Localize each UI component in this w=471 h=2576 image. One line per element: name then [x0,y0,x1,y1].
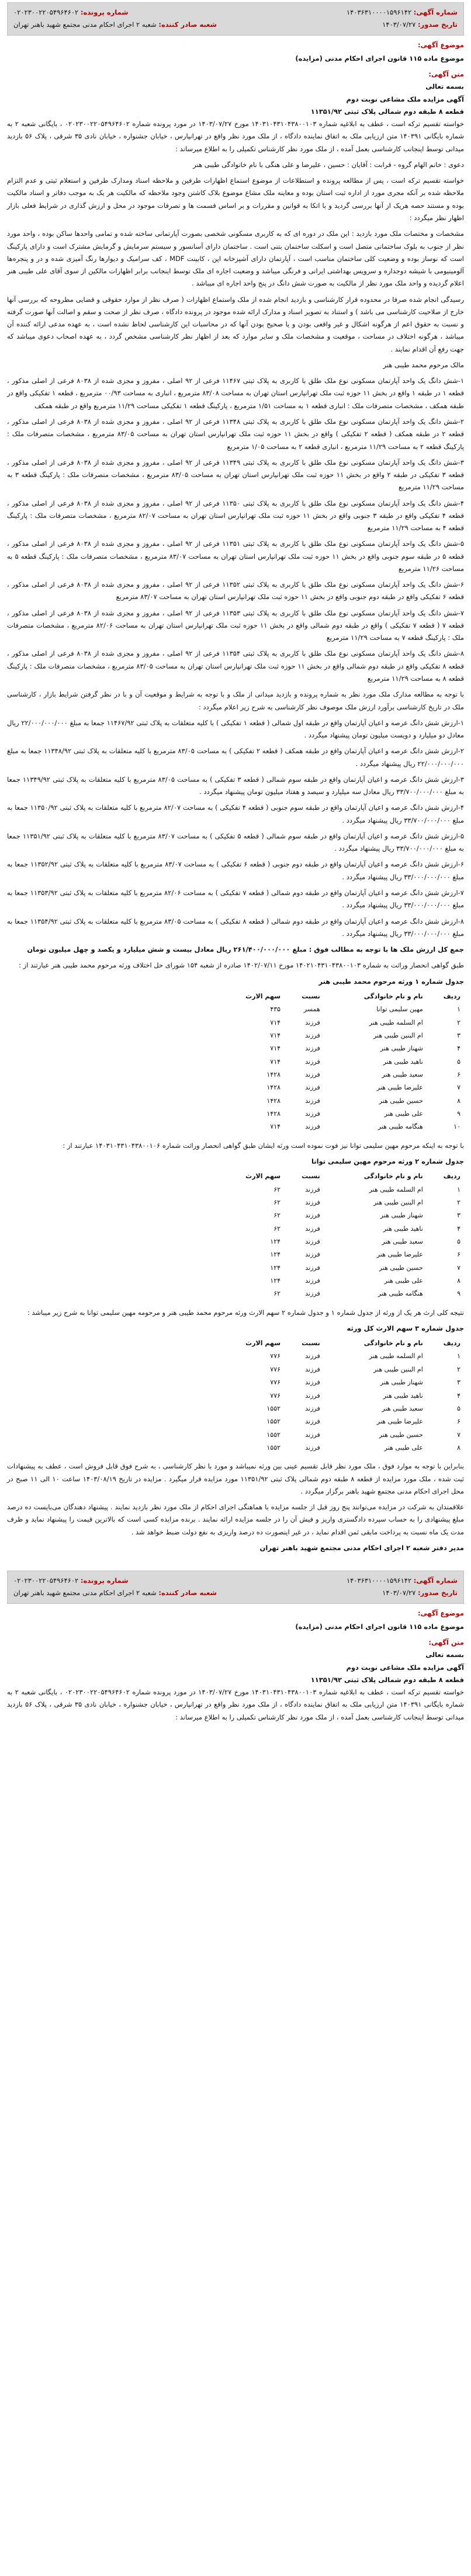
body-paragraph: مشخصات و مختصات ملک مورد بازدید : این ملک در دوره ای که به کاربری مسکونی شخصی بصورت آپارتمانی ساخته شده و تمامی واحدها ساکن بوده ، واحد مورد نظر از جنوب به بلوک ساختمانی متصل است و اسکلت ساختمان بتنی است . ساختمان دارای آسانسور و سیستم سرمایش و گرمایش مشترک است و دارای پارکینگ است که نوساز بوده و وضعیت کلی ساختمان مناسب است ، آپارتمان دارای آشپزخانه اپن ، کابینت MDF ، کف سرامیک و دیوارها رنگ آمیزی شده و در و پنجره‌ها آلومینیومی با شیشه دوجداره و سرویس بهداشتی ایرانی و فرنگی میباشد و وضعیت اجاره ای ملک توسط اینجانب برابر اظهارات مالکین از سوی آقای علی طیبی هنر اعلام گردیده و واحد ملک مورد نظر از مالکیت به صورت شش دانگ در پنج واحد اجاره ای میباشد . [7,229,464,288]
table-row [219,1196,464,1209]
table-cell: ۱۰ [453,1123,460,1131]
closing-paragraph: علاقمندان به شرکت در مزایده می‌توانند پنج روز قبل از جلسه مزایده با هماهنگی اجرای احکام از ملک مورد نظر بازدید نمایند . پیشنهاد دهندگان می‌بایست ده درصد مبلغ پیشنهادی را به حساب سپرده دادگستری واریز و فیش آن را در جلسه مزایده ارائه نمایند . برنده مزایده کسی است که بالاترین قیمت را پیشنهاد نماید و ظرف مدت یک ماه نسبت به پرداخت مابقی ثمن اقدام نماید ، در غیر اینصورت ده درصد واریزی به نفع دولت ضبط خواهد شد . [7,1503,464,1536]
notice-header [7,2,464,36]
table-row [219,1275,464,1287]
table-cell: ۶ [457,1251,460,1259]
table-row [219,1209,464,1222]
subject-label: موضوع آگهی: [418,40,464,49]
issue-date: تاریخ صدور: ۱۴۰۳/۰۷/۲۷ [382,20,458,29]
table-header-cell: سهم الارث [245,992,281,1000]
table-cell: ۷۱۴ [270,1018,281,1026]
table-cell: ۷۷۶ [270,1365,281,1373]
valuation-item: ۴-ارزش شش دانگ عرصه و اعیان آپارتمان واقع در طبقه سوم جنوبی ( قطعه ۴ تفکیکی ) به مساحت ۸۲/۰۷ مترمربع با کلیه متعلقات به پلاک ثبتی ۱۱۳۵۰/۹۲ جمعا به مبلغ ۳۳/۷۰۰/۰۰۰/۰۰۰ ریال پیشنهاد میگردد . [7,803,465,824]
table-cell: ۱۲۴ [270,1263,281,1272]
table-cell: ۸ [457,1096,460,1105]
table-cell: ۴ [457,1045,460,1053]
valuation-list [7,717,464,940]
table-header-cell: نام و نام خانوادگی [363,1339,423,1348]
table-row [219,1376,464,1389]
table-cell: ۹ [457,1290,460,1298]
table-cell: ام السلمه طیبی هنر [369,1185,423,1193]
total-line: جمع کل ارزش ملک ها با توجه به مطالب فوق : مبلغ ۲۶۱/۴۰۰/۰۰۰/۰۰۰ ریال معادل بیست و شش میلیارد و یکصد و چهل میلیون تومان [27,945,464,954]
table-cell: علی طیبی هنر [384,1276,423,1284]
table-cell: ام السلمه طیبی هنر [369,1018,423,1026]
table-cell: سعید طیبی هنر [382,1070,423,1078]
table-row [219,1248,464,1261]
table-header-row [219,990,464,1003]
table-cell: حسین طیبی هنر [379,1263,423,1272]
table-cell: ۱ [457,1185,460,1193]
unit-item: ۷-شش دانگ یک واحد آپارتمان مسکونی نوع ملک طلق با کاربری به پلاک ثبتی ۱۱۳۵۳ فرعی از ۹۲ اصلی ، مفروز و مجزی شده از ۸۰۳۸ فرعی از اصلی مذکور ، قطعه ۷ ( قطعه ۷ تفکیکی ) واقع در طبقه دوم شمالی واقع در بخش ۱۱ حوزه ثبت ملک تهرانپارس استان تهران به مساحت ۸۲/۰۶ مترمربع ، مشخصات متصرفات ملک : پارکینگ قطعه ۷ به مساحت ۱۱/۲۹ مترمربع [7,608,465,642]
table-row [219,1081,464,1094]
issuer-repeat: شعبه صادر کننده: شعبه ۲ اجرای احکام مدنی مجتمع شهید باهنر تهران [13,1589,217,1597]
body-paragraph-repeat: خواسته تقسیم ترکه است ، عطف به ابلاغیه شماره ۱۴۰۳۱۰۴۳۱۰۴۳۸۰۰۱۰۳ مورخ ۱۴۰۳/۰۷/۲۷ در مورد پرونده شماره ۰۲۰۲۳۰۰۲۲۰۵۴۹۶۴۶۰۲ ، بایگانی شعبه ۲ به شماره بایگانی ۱۴۰۳۹۱ متن ارزیابی ملک به اتفاق نماینده دادگاه ، از ملک مورد نظر واقع در تهرانپارس ، خیابان جشنواره ، خیابان نادی ۳۵ شرقی ، پلاک ۵۶ بازدید میدانی توسط اینجانب کارشناسی بعمل آمده ، از ملک مورد نظر کارشناس تکمیلی را به اطلاع میرساند : [7,1688,464,1721]
table-cell: شهناز طیبی هنر [380,1045,423,1053]
table-cell: فرزند [305,1084,320,1092]
table-cell: علی طیبی هنر [384,1109,423,1118]
table-cell: ۲ [457,1018,460,1026]
table-cell: ۱۲۴ [270,1276,281,1284]
table-cell: مهین سلیمی توانا [376,1005,423,1014]
table-cell: فرزند [305,1018,320,1026]
heirs-table-3 [219,1337,464,1454]
table-cell: فرزند [305,1378,320,1387]
plaque-line: قطعه ۸ طبقه دوم شمالی پلاک ثبتی ۱۱۳۵۱/۹۲ [310,107,464,116]
ad-number-repeat: شماره آگهی: ۱۴۰۳۶۳۱۰۰۰۰۱۵۹۶۱۴۲ [346,1576,458,1585]
body-paragraph: دعوی : خانم الهام گروه - قرابت : آقایان : حسین ، علیرضا و علی هنگی با نام خانوادگی طیبی هنر [193,160,464,169]
table-row [219,1415,464,1428]
table-cell: سعید طیبی هنر [382,1404,423,1412]
table-cell: فرزند [305,1430,320,1439]
table-cell: ۶۲ [273,1185,281,1193]
table-cell: علیرضا طیبی هنر [376,1418,423,1426]
notice-title-repeat: آگهی مزایده ملک مشاعی نوبت دوم [346,1663,464,1672]
unit-item: ۵-شش دانگ یک واحد آپارتمان مسکونی نوع ملک طلق با کاربری به پلاک ثبتی ۱۱۳۵۱ فرعی از ۹۲ اصلی ، مفروز و مجزی شده از ۸۰۳۸ فرعی از اصلی مذکور ، قطعه ۵ در طبقه سوم جنوبی واقع در بخش ۱۱ حوزه ثبت ملک تهرانپارس استان تهران به مساحت ۸۳/۰۷ مترمربع ، مشخصات متصرفات ملک : پارکینگ قطعه ۵ به مساحت ۱۱/۲۶ مترمربع [7,539,465,573]
table-row [219,1363,464,1376]
table-cell: فرزند [305,1365,320,1373]
table-row [219,1402,464,1415]
table-cell: ۱۵۵۲ [266,1443,281,1451]
table2-title: جدول شماره ۲ ورثه مرحوم مهین سلیمی توانا [311,1157,464,1165]
table-cell: فرزند [305,1057,320,1066]
table-cell: ۷ [457,1263,460,1272]
table-cell: ۷۷۶ [270,1378,281,1387]
issuer: شعبه صادر کننده: شعبه ۲ اجرای احکام مدنی مجتمع شهید باهنر تهران [13,20,217,29]
table-row [219,1042,464,1055]
unit-item: ۶-شش دانگ یک واحد آپارتمان مسکونی نوع ملک طلق با کاربری به پلاک ثبتی ۱۱۳۵۲ فرعی از ۹۲ اصلی ، مفروز و مجزی شده از ۸۰۳۸ فرعی از اصلی مذکور ، قطعه ۶ تفکیکی واقع در طبقه دوم جنوبی واقع در بخش ۱۱ حوزه ثبت ملک تهرانپارس استان تهران به مساحت ۸۳/۰۷ مترمربع [7,580,465,601]
table-cell: ۷ [457,1084,460,1092]
valuation-item: ۸-ارزش شش دانگ عرصه و اعیان آپارتمان واقع در طبقه دوم شمالی ( قطعه ۸ تفکیکی ) به مساحت ۸۳/۰۵ مترمربع با کلیه متعلقات به پلاک ثبتی ۱۱۳۵۴/۹۲ جمعا به مبلغ ۳۳/۰۰۰/۰۰۰/۰۰۰ ریال پیشنهاد میگردد . [7,917,464,938]
table-cell: فرزند [305,1352,320,1360]
table-cell: ۷۷۶ [270,1391,281,1400]
table-cell: علی طیبی هنر [384,1443,423,1451]
table-cell: ۱ [457,1005,460,1014]
table-cell: ۵ [457,1057,460,1066]
table-cell: هنگامه طیبی هنر [378,1290,423,1298]
table-cell: حسین طیبی هنر [379,1430,423,1439]
table-header-cell: سهم الارث [245,1339,281,1348]
table-cell: فرزند [305,1418,320,1426]
table-cell: ۷۱۴ [270,1031,281,1039]
valuation-item: ۵-ارزش شش دانگ عرصه و اعیان آپارتمان واقع در طبقه سوم شمالی ( قطعه ۵ تفکیکی ) به مساحت ۸۳/۰۷ مترمربع با کلیه متعلقات به پلاک ثبتی ۱۱۳۵۱/۹۲ جمعا به مبلغ ۳۳/۷۰۰/۰۰۰/۰۰۰ ریال پیشنهاد میگردد . [7,831,465,853]
table-row [219,1350,464,1363]
valuation-item: ۷-ارزش شش دانگ عرصه و اعیان آپارتمان واقع در طبقه دوم شمالی ( قطعه ۷ تفکیکی ) به مساحت ۸۲/۰۶ مترمربع با کلیه متعلقات به پلاک ثبتی ۱۱۳۵۳/۹۲ جمعا به مبلغ ۳۳/۰۰۰/۰۰۰/۰۰۰ ریال پیشنهاد میگردد . [7,889,464,910]
table-cell: فرزند [305,1251,320,1259]
table-cell: ۷۱۴ [270,1057,281,1066]
unit-item: ۸-شش دانگ یک واحد آپارتمان مسکونی نوع ملک طلق با کاربری به پلاک ثبتی ۱۱۳۵۴ فرعی از ۹۲ اصلی ، مفروز و مجزی شده از ۸۰۳۸ فرعی از اصلی مذکور ، قطعه ۸ تفکیکی واقع در طبقه دوم شمالی واقع در بخش ۱۱ حوزه ثبت ملک تهرانپارس استان تهران به مساحت ۸۳/۰۵ مترمربع ، مشخصات متصرفات ملک : پارکینگ قطعه ۸ به مساحت ۱۱/۲۹ مترمربع [7,649,465,683]
table-row [219,1029,464,1042]
bismillah: بسمه تعالی [425,82,464,91]
table-cell: فرزند [305,1031,320,1039]
unit-list [7,375,464,685]
body-paragraphs [7,118,464,371]
closing-paragraph: بنابراین با توجه به موارد فوق ، ملک مورد نظر قابل تقسیم عینی بین ورثه نمیباشد و مورد با نظر کارشناسی ، به شرح فوق قابل فروش است ، عطف به پیشنهادات ثبت شده ، ملک مورد مزایده از قطعه ۸ طبقه دوم شمالی پلاک ثبتی ۱۱۳۵۱/۹۲ مورد مزایده قرار میگیرد . مزایده در تاریخ ۱۴۰۳/۰۸/۱۹ ساعت ۱۰ الی ۱۱ صبح در محل اجرای احکام مدنی مجتمع شهید باهنر برگزار میگردد . [7,1462,464,1495]
table-cell: فرزند [305,1263,320,1272]
plaque-line-repeat: قطعه ۸ طبقه دوم شمالی پلاک ثبتی ۱۱۳۵۱/۹۲ [310,1675,464,1684]
table-cell: ۱۴۲۸ [266,1084,281,1092]
table-cell: ۶ [457,1070,460,1078]
table-cell: ۵ [457,1404,460,1412]
table-cell: فرزند [305,1224,320,1233]
table-cell: ۱۲۴ [270,1251,281,1259]
table-cell: فرزند [305,1276,320,1284]
table-cell: ام البنین طیبی هنر [373,1365,423,1373]
heirs-table-2 [219,1170,464,1300]
table-row [219,1056,464,1068]
table-cell: فرزند [305,1123,320,1131]
table-cell: فرزند [305,1045,320,1053]
table-row [219,1108,464,1120]
subject: موضوع ماده ۱۱۵ قانون اجرای احکام مدنی (مزایده) [295,54,464,62]
table-header-cell: ردیف [443,1339,460,1348]
table-cell: ۶۲ [273,1212,281,1220]
table-cell: ۷ [457,1430,460,1439]
table-cell: علیرضا طیبی هنر [376,1251,423,1259]
table-cell: هنگامه طیبی هنر [378,1123,423,1131]
table-row [219,1003,464,1016]
heirs-intro: طبق گواهی انحصار وراثت به شماره ۱۴۰۲۱۰۴۳۱۰۴۳۸۰۰۱۰۳ مورخ ۱۴۰۲/۰۷/۱۱ صادره از شعبه ۱۵۴ شورای حل اختلاف ورثه مرحوم محمد طیبی هنر عبارتند از : [19,961,464,970]
table-cell: ۸ [457,1276,460,1284]
issue-date-repeat: تاریخ صدور: ۱۴۰۳/۰۷/۲۷ [382,1589,458,1597]
table-cell: ۱۵۵۲ [266,1418,281,1426]
signature: مدیر دفتر شعبه ۲ اجرای احکام مدنی مجتمع شهید باهنر تهران [259,1543,464,1552]
subject-label-repeat: موضوع آگهی: [418,1609,464,1617]
table-cell: ۶۲ [273,1290,281,1298]
table-header-row [219,1337,464,1350]
text-label-repeat: متن آگهی: [428,1638,464,1647]
ad-number: شماره آگهی: ۱۴۰۳۶۳۱۰۰۰۰۱۵۹۶۱۴۲ [346,8,458,16]
table-cell: ۱۵۵۲ [266,1404,281,1412]
table-row [219,1235,464,1248]
table-header-row [219,1170,464,1183]
subject-repeat: موضوع ماده ۱۱۵ قانون اجرای احکام مدنی (مزایده) [295,1622,464,1631]
table-cell: ۷۱۴ [270,1045,281,1053]
table-cell: ناهید طیبی هنر [383,1057,423,1066]
table-cell: فرزند [305,1391,320,1400]
table-cell: فرزند [305,1404,320,1412]
table-cell: ۱ [457,1352,460,1360]
table-row [219,1183,464,1196]
body-paragraph: مالک مرحوم محمد طیبی هنر [383,360,464,369]
table-cell: ۷۱۴ [270,1123,281,1131]
table-cell: ناهید طیبی هنر [383,1224,423,1233]
table-cell: ام البنین طیبی هنر [373,1198,423,1206]
table-cell: فرزند [305,1096,320,1105]
table-row [219,1429,464,1442]
table-header-cell: نام و نام خانوادگی [363,1172,423,1181]
table-row [219,1262,464,1275]
doc-number: شماره پرونده: ۰۲۰۲۳۰۰۲۲۰۵۴۹۶۴۶۰۲ [13,8,129,16]
table-row [219,1120,464,1133]
valuation-item: ۳-ارزش شش دانگ عرصه و اعیان آپارتمان واقع در طبقه سوم شمالی ( قطعه ۳ تفکیکی ) به مساحت ۸۳/۰۵ مترمربع با کلیه متعلقات به پلاک ثبتی ۱۱۳۴۹/۹۲ جمعا به مبلغ ۳۳/۷۰۰/۰۰۰/۰۰۰ ریال معادل سه میلیارد و سیصد و هفتاد میلیون تومان پیشنهاد میگردد . [7,775,465,796]
table-cell: ۹ [457,1109,460,1118]
closing-paragraphs [7,1460,464,1538]
table-cell: فرزند [305,1443,320,1451]
table-cell: سعید طیبی هنر [382,1237,423,1245]
table-cell: ام السلمه طیبی هنر [369,1352,423,1360]
table-cell: ۲ [457,1365,460,1373]
unit-item: ۳-شش دانگ یک واحد آپارتمان مسکونی نوع ملک طلق با کاربری به پلاک ثبتی ۱۱۳۴۹ فرعی از ۹۲ اصلی ، مفروز و مجزی شده از ۸۰۳۸ فرعی از اصلی مذکور ، قطعه ۳ تفکیکی در طبقه ۲ واقع در بخش ۱۱ حوزه ثبت ملک تهرانپارس استان تهران به مساحت ۸۳/۰۵ مترمربع ، مشخصات متصرفات ملک : پارکینگ قطعه ۳ به مساحت ۱۱/۲۹ مترمربع [7,458,465,492]
heirs-intro-2: با توجه به اینکه مرحوم مهین سلیمی توانا نیز فوت نموده است ورثه ایشان طبق گواهی انحصار وراثت شماره ۱۴۰۳۱۰۴۳۱۰۴۳۸۰۰۱۰۶ عبارتند از : [63,1141,464,1150]
table-cell: فرزند [305,1109,320,1118]
valuation-item: ۱-ارزش شش دانگ عرصه و اعیان آپارتمان واقع در طبقه اول شمالی ( قطعه ۱ تفکیکی ) با کلیه متعلقات به پلاک ثبتی ۱۱۴۶۷/۹۲ جمعا به مبلغ ۲۲/۰۰۰/۰۰۰/۰۰۰ ریال معادل دو میلیارد و دویست میلیون تومان پیشنهاد میگردد . [7,718,464,740]
table-cell: ۳ [457,1378,460,1387]
table-cell: ۳ [457,1212,460,1220]
table-cell: ۷۷۶ [270,1352,281,1360]
table-header-cell: نام و نام خانوادگی [363,992,423,1000]
table-cell: ۱۲۴ [270,1237,281,1245]
unit-item: ۲-شش دانگ یک واحد آپارتمان مسکونی نوع ملک طلق با کاربری به پلاک ثبتی ۱۱۳۴۸ فرعی از ۹۲ اصلی ، مفروز و مجزی شده از ۸۰۳۸ فرعی از اصلی مذکور ، قطعه ۲ در طبقه همکف ( قطعه ۲ تفکیکی ) واقع در بخش ۱۱ حوزه ثبت ملک تهرانپارس استان تهران به مساحت ۸۳/۰۵ مترمربع ، مشخصات متصرفات ملک : پارکینگ قطعه ۲ به مساحت ۱۱/۲۹ مترمربع ، انباری قطعه ۲ به مساحت ۱/۰۵ مترمربع [7,417,465,451]
table-cell: ۴ [457,1224,460,1233]
table-cell: ام البنین طیبی هنر [373,1031,423,1039]
bismillah-repeat: بسمه تعالی [425,1651,464,1659]
body-paragraph: خواسته تقسیم ترکه است ، پس از مطالعه پرونده و استطلاعات از موضوع استماع اظهارات طرفین و ملاحظه اسناد ومدارک طرفین و استعلام ثبتی و عدم التزام ملاحظه شده بر آنکه مجری مورد از اداره ثبت استان بوده و معاینه ملک مشاع موضوع بلاک کاشتن وجود ملاحظه که مالکیت هر یک به موجب دفاتر و اسناد مالکیت بوده و مستند حصه هریک از آنها بررسی گردید و با اتکا به قوانین و مقررات و بر اساس قسمت ها و تصرفات موجود در محل و ارزش گذاری در شرایط فعلی بازار اظهار نظر میگردد : [7,176,464,222]
table-cell: ۴ [457,1391,460,1400]
table-cell: ۲ [457,1198,460,1206]
table3-title: جدول شماره ۳ سهم الارث کل ورثه [347,1324,464,1332]
table-header-cell: نسبت [302,1339,320,1348]
doc-number-repeat: شماره پرونده: ۰۲۰۲۳۰۰۲۲۰۵۴۹۶۴۶۰۲ [13,1576,129,1585]
table-cell: فرزند [305,1198,320,1206]
table-cell: ۱۵۵۲ [266,1430,281,1439]
table-cell: ۴۳۵ [270,1005,281,1014]
table-cell: شهناز طیبی هنر [380,1212,423,1220]
unit-item: ۱-شش دانگ یک واحد آپارتمان مسکونی نوع ملک طلق با کاربری به پلاک ثبتی ۱۱۴۶۷ فرعی از ۹۲ اصلی ، مفروز و مجزی شده از ۸۰۳۸ فرعی از اصلی مذکور ، قطعه ۱ در طبقه ۱ واقع در بخش ۱۱ حوزه ثبت ملک تهرانپارس استان تهران به مساحت ۸۳/۰۸ مترمربع ، انباری به مساحت ۰۰/۹۳ مترمربع ، قطعه ۱ تفکیکی واقع در طبقه همکف ، مشخصات متصرفات ملک : انباری قطعه ۱ به مساحت ۱/۵۱ مترمربع ، پارکینگ قطعه ۱ تفکیکی مساحت ۱۱/۲۹ مترمربع واقع در طبقه همکف [7,377,465,410]
table-header-cell: سهم الارث [245,1172,281,1181]
table-cell: فرزند [305,1070,320,1078]
table-row [219,1390,464,1402]
table-row [219,1223,464,1235]
table-row [219,1017,464,1029]
table-cell: علیرضا طیبی هنر [376,1084,423,1092]
table-cell: ۶۲ [273,1198,281,1206]
table-header-cell: نسبت [302,1172,320,1181]
valuation-item: ۲-ارزش شش دانگ عرصه و اعیان آپارتمان واقع در طبقه همکف ( قطعه ۲ تفکیکی ) به مساحت ۸۳/۰۵ مترمربع با کلیه متعلقات به پلاک ثبتی ۱۱۳۴۸/۹۲ جمعا به مبلغ ۲۲/۰۰۰/۰۰۰/۰۰۰ ریال پیشنهاد میگردد . [7,747,465,768]
valuation-intro: با توجه به مطالعه مدارک ملک مورد نظر به شماره پرونده و بازدید میدانی از ملک و با توجه به شرایط و موقعیت آن و با در نظر گرفتن شرایط بازار ، کارشناسی ملک در تاریخ کارشناسی برآورد ارزش ملک موصوف نظر کارشناسی به شرح زیر اعلام میگردد : [7,690,464,711]
notice-header-repeat [7,1571,464,1604]
table-cell: ناهید طیبی هنر [383,1391,423,1400]
unit-item: ۴-شش دانگ یک واحد آپارتمان مسکونی نوع ملک طلق با کاربری به پلاک ثبتی ۱۱۳۵۰ فرعی از ۹۲ اصلی ، مفروز و مجزی شده از ۸۰۳۸ فرعی از اصلی مذکور ، قطعه ۴ تفکیکی واقع در طبقه ۳ جنوبی واقع در بخش ۱۱ حوزه ثبت ملک تهرانپارس استان تهران به مساحت ۸۲/۰۷ مترمربع ، مشخصات متصرفات ملک : پارکینگ قطعه ۴ به مساحت ۱۱/۲۹ مترمربع [7,499,465,532]
table-cell: ۱۴۲۸ [266,1096,281,1105]
table-cell: فرزند [305,1237,320,1245]
table-row [219,1442,464,1454]
table-cell: فرزند [305,1212,320,1220]
table-cell: حسین طیبی هنر [379,1096,423,1105]
table-cell: ۳ [457,1031,460,1039]
table-row [219,1095,464,1108]
body-paragraph: رسیدگی انجام شده صرفا در محدوده قرار کارشناسی و بازدید انجام شده از ملک واستماع اظهارات ( صرف نظر از موارد حقوقی و قضایی مطروحه که بررسی آنها خارج از صلاحیت کارشناسی می باشد ) و استناد به تصویر اسناد و مدارک ارائه شده موجود در پرونده دادگاه ، صرف نظر از صحت و سقم و اصالت آنها صورت گرفته و نسبت به حقوق اعم از هرگونه اشکال و غیر واقعی بودن و یا صحیح بودن آنها که در محاسبات این کارشناسی لحاظ نشده است ، به عهده مدعی ارائه کننده آن میباشد ، هرگونه اختلاف در مساحت ، موقعیت و مشخصات ملک و سایر موارد که بعد از اظهار نظر کارشناسی مشخص گردد ، به عهده اصحاب دعوی میباشد که جهت رفع آن اقدام نمایند . [7,295,464,353]
text-label: متن آگهی: [428,70,464,79]
table-header-cell: ردیف [443,992,460,1000]
table-cell: ۱۴۲۸ [266,1070,281,1078]
heirs-table-1 [219,990,464,1134]
table-cell: همسر [303,1005,320,1014]
table-row [219,1287,464,1300]
table-header-cell: ردیف [443,1172,460,1181]
table-cell: ۶ [457,1418,460,1426]
table-row [219,1068,464,1081]
table-cell: ۱۴۲۸ [266,1109,281,1118]
table-cell: ۵ [457,1237,460,1245]
table3-intro: نتیجه کلی ارث هر یک از ورثه از جدول شماره ۱ و جدول شماره ۲ سهم الارث ورثه مرحوم محمد طیبی هنر و مرحومه مهین سلیمی توانا به شرح زیر میباشد : [27,1308,464,1317]
table-cell: شهناز طیبی هنر [380,1378,423,1387]
valuation-item: ۶-ارزش شش دانگ عرصه و اعیان آپارتمان واقع در طبقه دوم جنوبی ( قطعه ۶ تفکیکی ) به مساحت ۸۳/۰۷ مترمربع با کلیه متعلقات به پلاک ثبتی ۱۱۳۵۲/۹۲ جمعا به مبلغ ۳۳/۰۰۰/۰۰۰/۰۰۰ ریال پیشنهاد میگردد . [7,860,464,881]
table-cell: فرزند [305,1290,320,1298]
table-cell: ۶۲ [273,1224,281,1233]
table1-title: جدول شماره ۱ ورثه مرحوم محمد طیبی هنر [318,977,464,986]
notice-title: آگهی مزایده ملک مشاعی نوبت دوم [346,95,464,103]
table-header-cell: نسبت [302,992,320,1000]
table-cell: فرزند [305,1185,320,1193]
body-paragraph: خواسته تقسیم ترکه است ، عطف به ابلاغیه شماره ۱۴۰۳۱۰۴۳۱۰۴۳۸۰۰۱۰۳ مورخ ۱۴۰۳/۰۷/۲۷ در مورد پرونده شماره ۰۲۰۲۳۰۰۲۲۰۵۴۹۶۴۶۰۲ ، بایگانی شعبه ۲ به شماره بایگانی ۱۴۰۳۹۱ متن ارزیابی ملک به اتفاق نماینده دادگاه ، از ملک مورد نظر واقع در تهرانپارس ، خیابان جشنواره ، خیابان نادی ۳۵ شرقی ، پلاک ۵۶ بازدید میدانی توسط اینجانب کارشناسی بعمل آمده ، از ملک مورد نظر کارشناس تکمیلی را به اطلاع میرساند : [7,120,464,153]
table-cell: ۸ [457,1443,460,1451]
